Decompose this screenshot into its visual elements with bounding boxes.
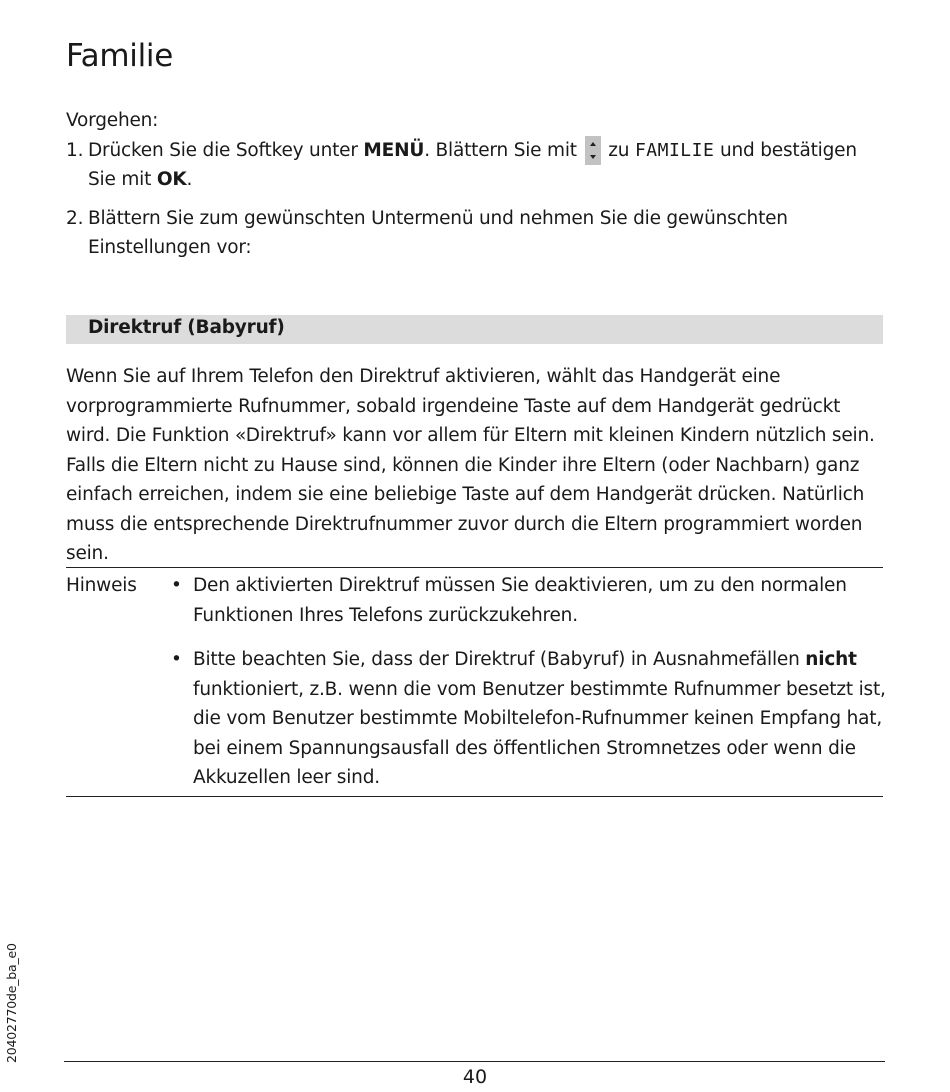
footer-divider — [64, 1061, 885, 1062]
section-heading: Direktruf (Babyruf) — [88, 317, 285, 338]
step-text: zu — [602, 139, 635, 161]
ok-key-label: OK — [156, 169, 187, 190]
note-text: Den aktivierten Direktruf müssen Sie deaktivieren, um zu den normalen Funktionen Ihres Telefons zurückzukehren. — [193, 575, 847, 626]
note-list — [171, 571, 886, 808]
section-description: Wenn Sie auf Ihrem Telefon den Direktruf aktivieren, wählt das Handgerät eine vorprogrammierte Rufnummer, sobald irgendeine Taste auf dem Handgerät gedrückt wird. Die Funktion «Direktruf» kann vor allem für Eltern mit kleinen Kindern nützlich sein. Falls die Eltern nicht zu Hause sind, können die Kinder ihre Eltern (oder Nachbarn) ganz einfach erreichen, indem sie eine beliebige Taste auf dem Handgerät drücken. Natürlich muss die entsprechende Direktrufnummer zuvor durch die Eltern programmiert worden sein. — [66, 366, 875, 564]
note-emphasis: nicht — [805, 649, 857, 670]
page-number: 40 — [462, 1066, 488, 1088]
note-text: funktioniert, z.B. wenn die vom Benutzer bestimmte Rufnummer besetzt ist, die vom Benutzer bestimmte Mobiltelefon-Rufnummer keinen Empfang hat, bei einem Spannungsausfall des öffentlichen Stromnetzes oder wenn die Akkuzellen leer sind. — [193, 678, 886, 788]
section-heading-bar — [66, 315, 883, 344]
note-item — [171, 645, 886, 793]
bullet: • — [171, 575, 182, 596]
procedure — [66, 106, 886, 272]
step-number: 1. — [66, 139, 84, 161]
document-code: 20402770de_ba_e0 — [4, 943, 19, 1063]
page-title: Familie — [66, 37, 173, 74]
procedure-lead: Vorgehen: — [66, 110, 159, 131]
step-text: . — [186, 169, 193, 190]
note-item — [171, 571, 886, 630]
step-1 — [66, 136, 886, 195]
step-text: Blättern Sie zum gewünschten Untermenü und nehmen Sie die gewünschten Einstellungen vor: — [88, 207, 788, 258]
menu-key-label: MENÜ — [363, 139, 425, 161]
step-number: 2. — [66, 207, 84, 229]
note-bottom-divider — [66, 796, 883, 797]
note-top-divider — [66, 567, 883, 568]
step-2 — [66, 204, 886, 263]
scroll-up-down-icon — [585, 136, 601, 165]
step-text: . Blättern Sie mit — [424, 139, 583, 161]
step-text: Drücken Sie die Softkey unter — [88, 139, 364, 161]
display-menu-word: FAMILIE — [634, 139, 715, 161]
step-text: und bestätigen Sie mit — [88, 139, 857, 190]
note-text: Bitte beachten Sie, dass der Direktruf (Babyruf) in Ausnahmefällen — [193, 649, 806, 670]
bullet: • — [171, 649, 182, 670]
note-label: Hinweis — [66, 575, 137, 596]
